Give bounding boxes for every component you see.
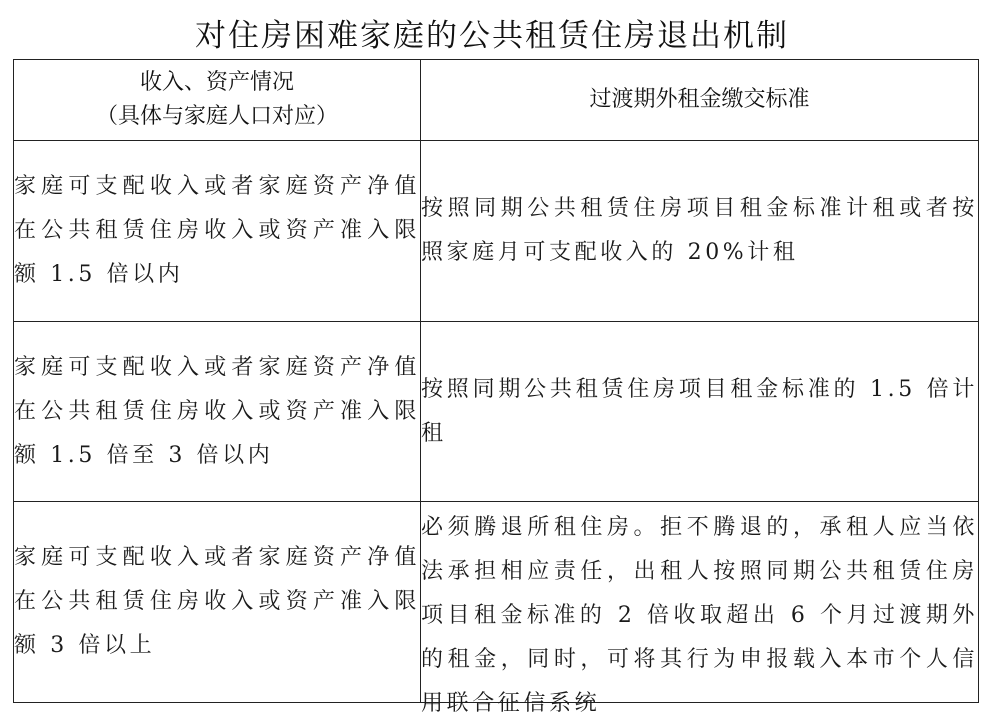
header-rent-standard: 过渡期外租金缴交标准 (421, 60, 979, 141)
standard-cell: 按照同期公共租赁住房项目租金标准计租或者按照家庭月可支配收入的 20%计租 (421, 141, 979, 322)
table-row (14, 141, 979, 322)
condition-cell: 家庭可支配收入或者家庭资产净值在公共租赁住房收入或资产准入限额 3 倍以上 (14, 502, 421, 703)
table-row (14, 322, 979, 502)
header-income-assets-line1: 收入、资产情况 (139, 70, 294, 95)
page-title: 对住房困难家庭的公共租赁住房退出机制 (195, 18, 789, 54)
exit-mechanism-table (13, 59, 979, 716)
standard-cell: 按照同期公共租赁住房项目租金标准的 1.5 倍计租 (421, 322, 979, 502)
header-income-assets (14, 60, 421, 141)
table-header-row (14, 60, 979, 141)
table-row (14, 502, 979, 703)
standard-cell-text: 必须腾退所租住房。拒不腾退的，承租人应当依法承担相应责任，出租人按照同期公共租赁住房项目租金标准的 2 倍收取超出 6 个月过渡期外的租金，同时，可将其行为申报载入本市个人信用联合征信系统 (421, 515, 978, 716)
condition-cell: 家庭可支配收入或者家庭资产净值在公共租赁住房收入或资产准入限额 1.5 倍以内 (14, 141, 421, 322)
condition-cell: 家庭可支配收入或者家庭资产净值在公共租赁住房收入或资产准入限额 1.5 倍至 3 倍以内 (14, 322, 421, 502)
standard-cell (421, 502, 979, 716)
header-income-assets-line2: （具体与家庭人口对应） (95, 104, 338, 129)
